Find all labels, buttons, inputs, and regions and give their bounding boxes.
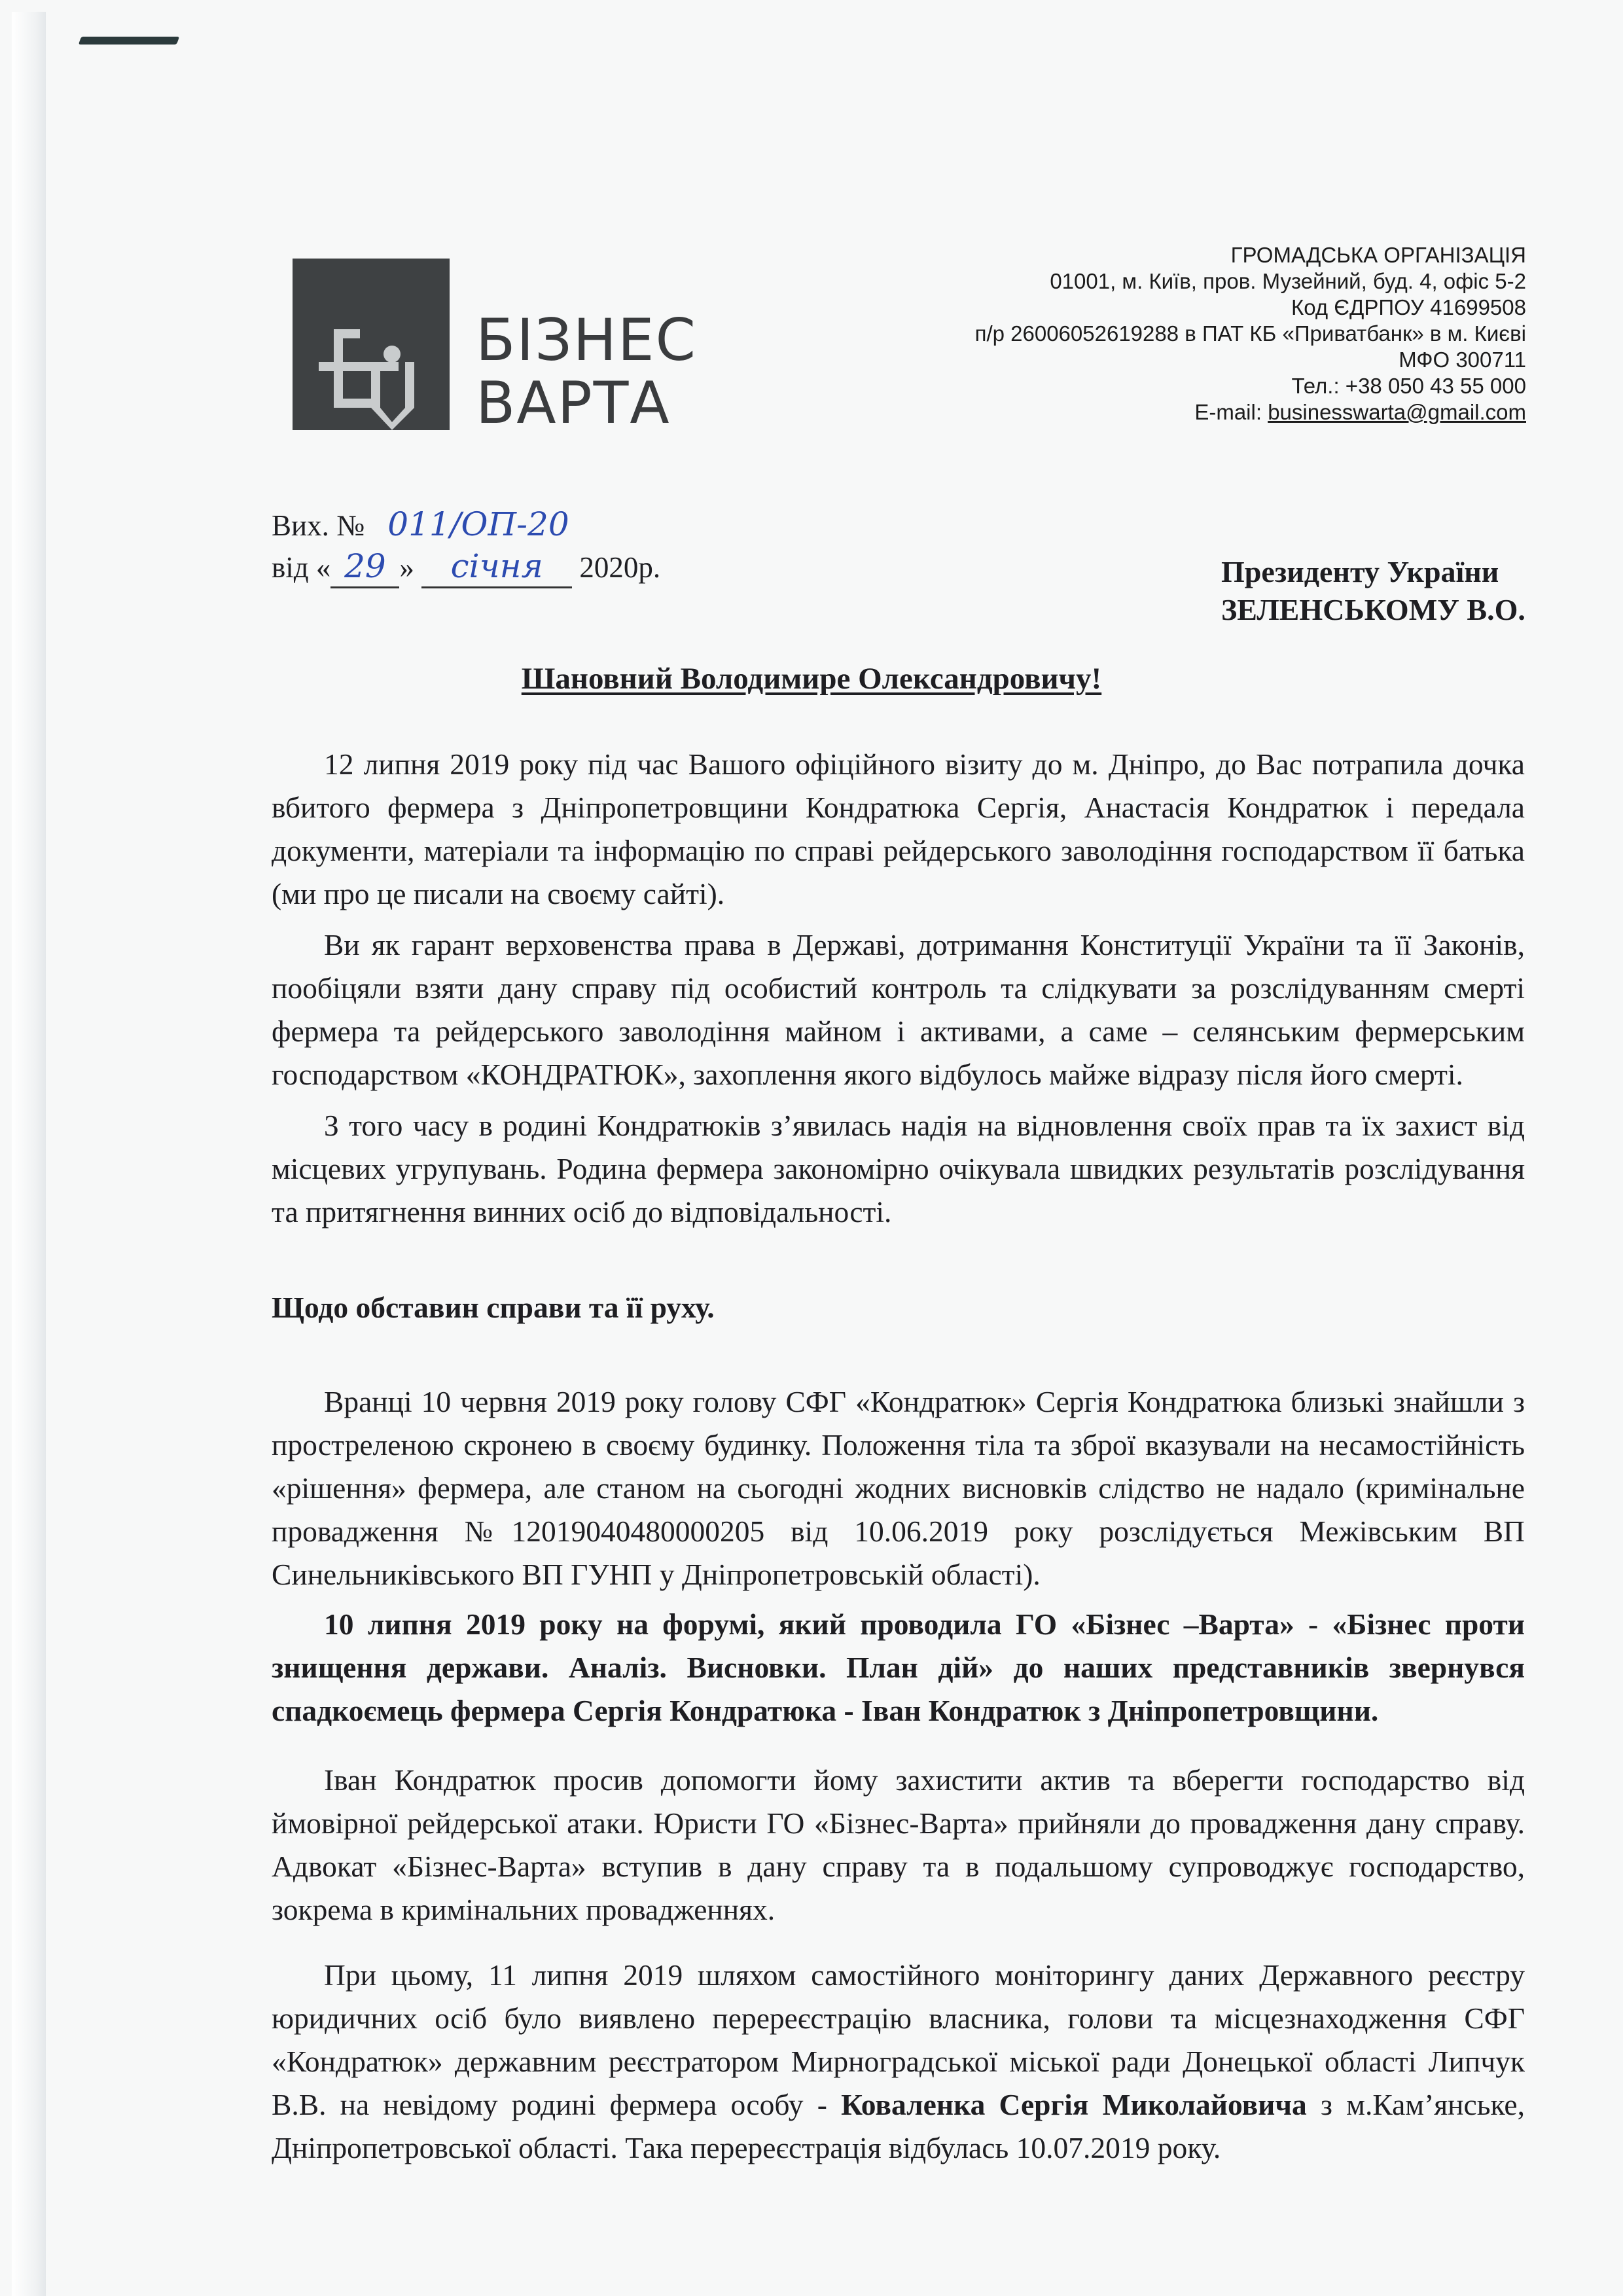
outgoing-number-label: Вих. № xyxy=(272,509,365,542)
letter-body xyxy=(272,743,1525,2170)
paragraph-6: Іван Кондратюк просив допомогти йому захистити актив та вберегти господарство від ймовірної рейдерської атаки. Юристи ГО «Бізнес-Варта» прийняли до провадження дану справу. Адвокат «Бізнес-Варта» вступив в дану справу та в подальшому супроводжує господарство, зокрема в кримінальних провадженнях. xyxy=(272,1763,1525,1926)
paragraph-5-bold: 10 липня 2019 року на форумі, який проводила ГО «Бізнес –Варта» - «Бізнес проти знищення держави. Аналіз. Висновки. План дій» до наших представників звернувся спадкоємець фермера Сергія Кондратюка - Іван Кондратюк з Дніпропетровщини. xyxy=(272,1607,1525,1727)
paragraph-7-part-1: При цьому, 11 липня 2019 шляхом самостійного моніторингу даних Державного реєстру юридичних осіб було виявлено перереєстрацію власника, голови та місцезнаходження СФГ «Кондратюк» державним реєстратором Мирноградської міської ради Донецької області Липчук В.В. на невідому родині фермера особу - xyxy=(272,1958,1525,2121)
org-mfo: МФО 300711 xyxy=(1399,348,1526,372)
organization-header xyxy=(806,242,1526,425)
org-phone: Тел.: +38 050 43 55 000 xyxy=(1291,374,1526,398)
outgoing-reference xyxy=(272,504,660,588)
org-bank-account: п/р 26006052619288 в ПАТ КБ «Приватбанк» в м. Києві xyxy=(974,321,1526,346)
date-day-handwritten: 29 xyxy=(330,546,399,588)
date-year: 2020р. xyxy=(579,551,661,584)
org-email-row xyxy=(806,399,1526,425)
date-mid: » xyxy=(399,551,414,584)
addressee xyxy=(1221,553,1525,629)
logo-monogram-icon xyxy=(293,259,450,430)
salutation-text: Шановний Володимире Олександровичу! xyxy=(521,662,1102,696)
outgoing-number-row xyxy=(272,504,660,546)
org-address: 01001, м. Київ, пров. Музейний, буд. 4, офіс 5-2 xyxy=(1050,269,1526,293)
addressee-name: ЗЕЛЕНСЬКОМУ В.О. xyxy=(1221,593,1525,626)
paragraph-1: 12 липня 2019 року під час Вашого офіційного візиту до м. Дніпро, до Вас потрапила дочка вбитого фермера з Дніпропетровщини Кондратюка Сергія, Анастасія Кондратюк і передала документи, матеріали та інформацію по справі рейдерського заволодіння господарством її батька (ми про це писали на своєму сайті). xyxy=(272,747,1525,910)
logo-line-1: БІЗНЕС xyxy=(476,306,697,374)
logo-wordmark xyxy=(476,306,697,437)
staple-mark xyxy=(79,37,179,45)
paragraph-7 xyxy=(272,1954,1525,2170)
paragraph-3: З того часу в родині Кондратюків з’явилась надія на відновлення своїх прав та їх захист від місцевих угрупувань. Родина фермера закономірно очікувала швидких результатів розслідування та притягнення винних осіб до відповідальності. xyxy=(272,1109,1525,1229)
addressee-title: Президенту України xyxy=(1221,555,1499,588)
salutation xyxy=(0,661,1623,696)
org-email-label: E-mail: xyxy=(1194,400,1268,424)
logo-mark xyxy=(293,259,450,430)
outgoing-number-handwritten: 011/ОП-20 xyxy=(387,505,569,543)
section-heading: Щодо обставин справи та її руху. xyxy=(272,1291,715,1324)
paragraph-7-bold-name: Коваленка Сергія Миколайовича xyxy=(841,2088,1307,2121)
paragraph-4: Вранці 10 червня 2019 року голову СФГ «Кондратюк» Сергія Кондратюка близькі знайшли з простреленою скронею в своєму будинку. Положення тіла та зброї вказували на несамостійність «рішення» фермера, але станом на сьогодні жодних висновків слідство не надало (кримінальне провадження №12019040480000205 від 10.06.2019 року розслідується Межівським ВП Синельниківського ВП ГУНП у Дніпропетровській області). xyxy=(272,1385,1525,1591)
outgoing-date-row xyxy=(272,546,660,588)
scan-page-edge xyxy=(12,12,46,2296)
date-month-handwritten: січня xyxy=(421,546,572,588)
date-prefix: від « xyxy=(272,551,331,584)
org-type: ГРОМАДСЬКА ОРГАНІЗАЦІЯ xyxy=(1230,243,1526,267)
paragraph-7-part-2: з м.Кам’янське, Дніпропетровської області. Така перереєстрація відбулась 10.07.2019 року. xyxy=(272,2088,1525,2164)
org-edrpou: Код ЄДРПОУ 41699508 xyxy=(1291,295,1526,319)
logo-line-2: ВАРТА xyxy=(476,369,671,437)
org-email-link[interactable]: businesswarta@gmail.com xyxy=(1268,400,1526,424)
paragraph-2: Ви як гарант верховенства права в Державі, дотримання Конституції України та її Законів, пообіцяли взяти дану справу під особистий контроль та слідкувати за розслідуванням смерті фермера та рейдерського заволодіння майном і активами, а саме – селянським фермерським господарством «КОНДРАТЮК», захоплення якого відбулось майже відразу після його смерті. xyxy=(272,928,1525,1091)
